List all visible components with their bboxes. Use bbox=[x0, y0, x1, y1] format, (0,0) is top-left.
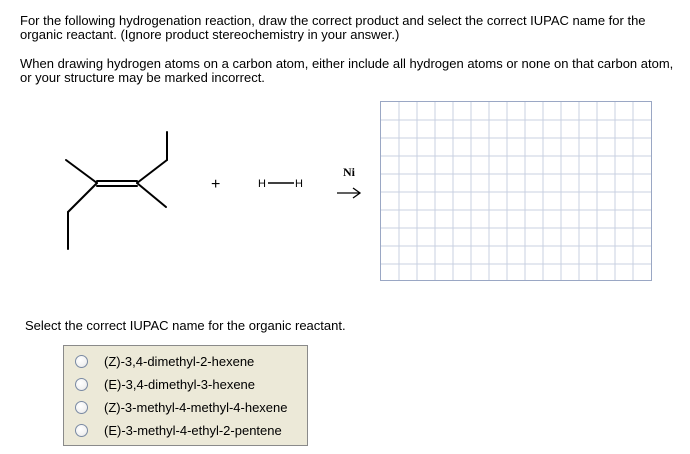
answer-option-label[interactable]: (E)-3,4-dimethyl-3-hexene bbox=[104, 376, 256, 392]
bond bbox=[66, 160, 97, 183]
hydrogen-atom-right: H bbox=[295, 178, 303, 190]
answer-option[interactable] bbox=[64, 373, 307, 395]
answer-option[interactable] bbox=[64, 350, 307, 372]
hydrogen-molecule bbox=[258, 178, 303, 190]
answer-option-label[interactable]: (E)-3-methyl-4-ethyl-2-pentene bbox=[104, 422, 282, 438]
hydrogen-note-paragraph: When drawing hydrogen atoms on a carbon atom, either include all hydrogen atoms or none on that carbon atom, or your structure may be marked incorrect. bbox=[20, 56, 674, 85]
bond bbox=[137, 183, 166, 207]
radio-button[interactable] bbox=[75, 401, 88, 414]
answer-option[interactable] bbox=[64, 396, 307, 418]
bond bbox=[68, 183, 97, 212]
answer-option-label[interactable]: (Z)-3-methyl-4-methyl-4-hexene bbox=[104, 399, 288, 415]
question-label: Select the correct IUPAC name for the organic reactant. bbox=[25, 318, 346, 333]
radio-button[interactable] bbox=[75, 424, 88, 437]
radio-button[interactable] bbox=[75, 378, 88, 391]
instruction-paragraph: For the following hydrogenation reaction, draw the correct product and select the correct IUPAC name for the organic reactant. (Ignore product stereochemistry in your answer.) bbox=[20, 13, 646, 42]
radio-button[interactable] bbox=[75, 355, 88, 368]
answer-option-label[interactable]: (Z)-3,4-dimethyl-2-hexene bbox=[104, 353, 255, 369]
bond bbox=[137, 160, 167, 183]
plus-sign: + bbox=[211, 176, 221, 193]
reaction-scheme bbox=[0, 110, 375, 260]
answer-option[interactable] bbox=[64, 419, 307, 441]
answer-options-panel bbox=[63, 345, 308, 446]
catalyst-label: Ni bbox=[343, 165, 355, 179]
hydrogen-atom-left: H bbox=[258, 178, 266, 190]
reaction-arrow bbox=[337, 188, 360, 198]
drawing-canvas[interactable] bbox=[380, 101, 652, 281]
reactant-skeletal-structure bbox=[66, 132, 167, 249]
drawing-grid[interactable] bbox=[381, 102, 651, 280]
